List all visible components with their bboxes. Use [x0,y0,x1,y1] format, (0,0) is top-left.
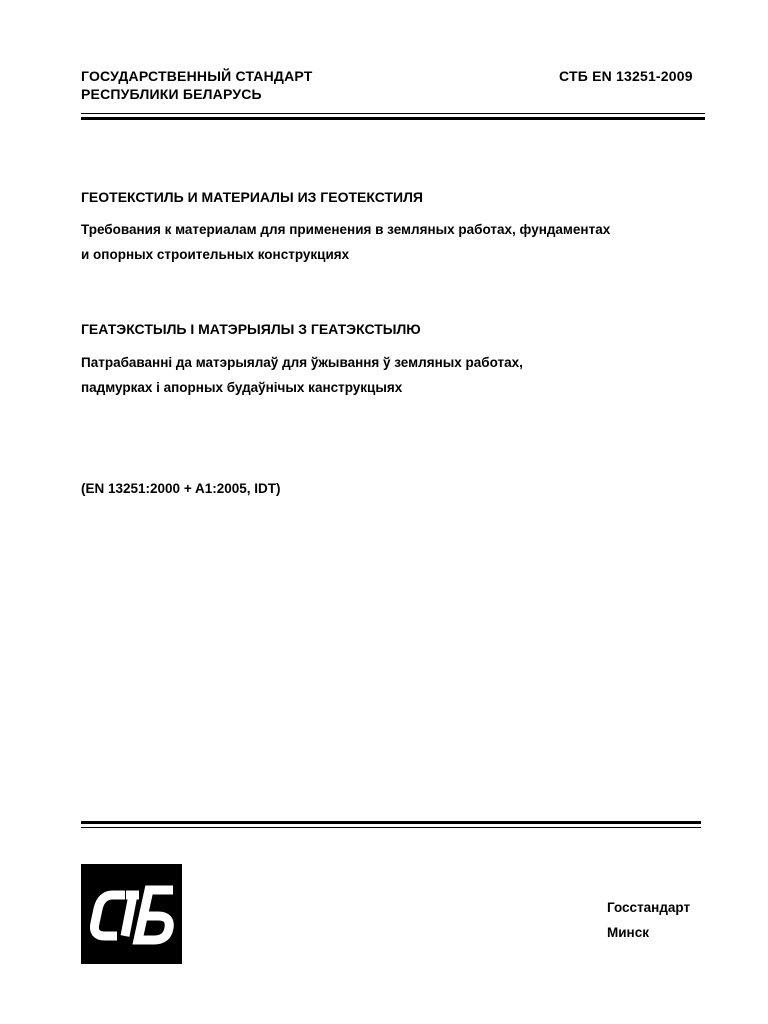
publisher-name: Госстандарт [607,900,691,915]
standard-org-line1: ГОСУДАРСТВЕННЫЙ СТАНДАРТ [81,68,313,84]
russian-title: ГЕОТЕКСТИЛЬ И МАТЕРИАЛЫ ИЗ ГЕОТЕКСТИЛЯ [81,189,423,205]
belarusian-title: ГЕАТЭКСТЫЛЬ І МАТЭРЫЯЛЫ З ГЕАТЭКСТЫЛЮ [81,321,421,337]
footer-rule-thin [81,827,701,828]
stb-logo [81,864,182,964]
header-rule-thin [81,113,705,114]
stb-logo-icon [81,864,182,964]
standard-org-line2: РЕСПУБЛИКИ БЕЛАРУСЬ [81,86,262,102]
standard-reference: (EN 13251:2000 + A1:2005, IDT) [81,481,281,496]
belarusian-subtitle-line2: падмурках і апорных будаўнічых канструкцыях [81,380,403,395]
publisher-city: Минск [607,925,649,940]
standard-code: СТБ EN 13251-2009 [559,68,693,84]
belarusian-subtitle-line1: Патрабаванні да матэрыялаў для ўжывання ў земляных работах, [81,355,523,370]
footer-rule-thick [81,821,701,824]
header-rule-thick [81,117,705,120]
russian-subtitle-line2: и опорных строительных конструкциях [81,247,350,262]
russian-subtitle-line1: Требования к материалам для применения в земляных работах, фундаментах [81,222,611,237]
